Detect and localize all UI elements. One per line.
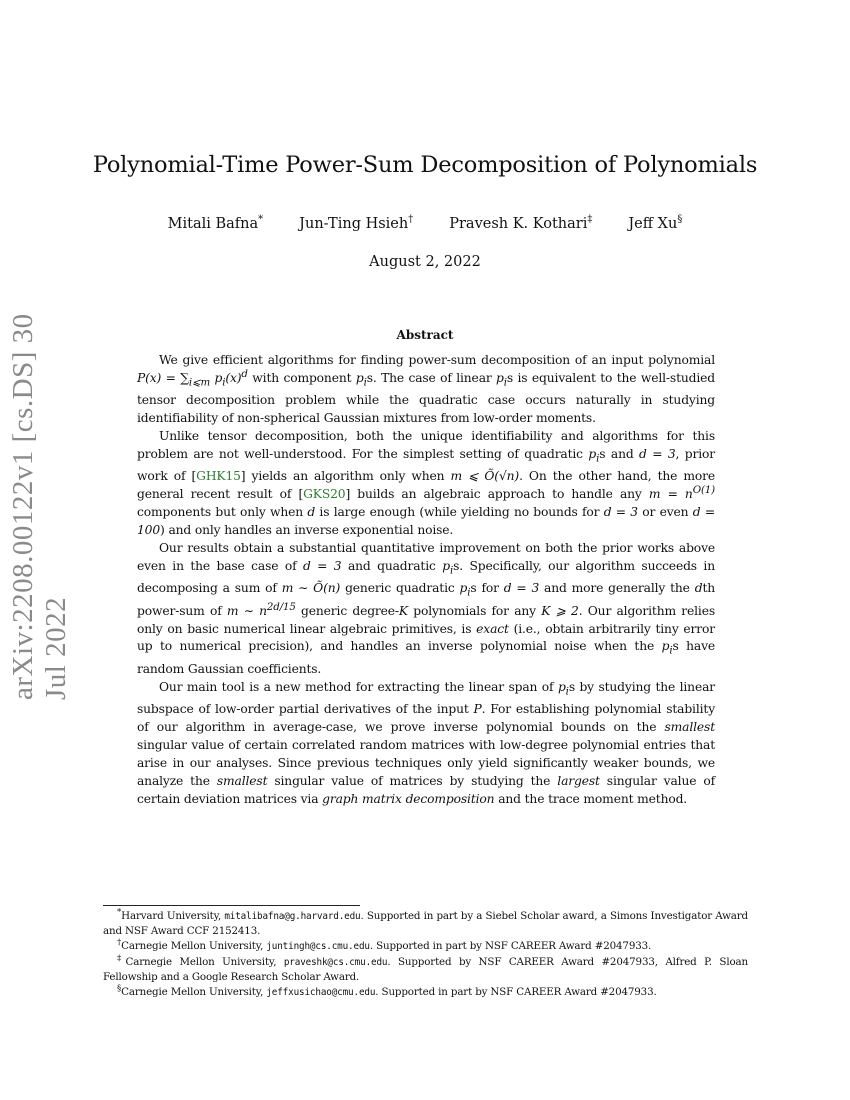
author: Jun-Ting Hsieh† (299, 214, 414, 232)
abstract-paragraph: Our results obtain a substantial quantitative improvement on both the prior works above even in the base case of d = 3 and quadratic $p_is$. Specifically, our algorithm succeeds in decomposing a sum of m ∼ Õ(n) generic quadratic $p_is$ for d = 3 and more generally the dth power-sum of m ∼ $n^{2d/15}$ generic degree-K polynomials for any K ⩾ 2. Our algorithm relies only on basic numerical linear algebraic primitives, is exact (i.e., obtain arbitrarily tiny error up to numerical precision), and handles an inverse polynomial noise when the $p_is$ have random Gaussian coefficients. (137, 540, 715, 676)
author: Jeff Xu§ (628, 214, 683, 232)
abstract-paragraph: We give efficient algorithms for finding power-sum decomposition of an input polynomial $P(x) = \sum_{i⩽m}$ $p_i(x)^d$ with component $p_is$. The case of linear $p_is$ is equivalent to the well-studied tensor decomposition problem while the quadratic case occurs naturally in studying identifiability of non-spherical Gaussian mixtures from low-order moments. (137, 353, 715, 426)
email-address[interactable]: juntingh@cs.cmu.edu (266, 941, 370, 953)
footnote: §Carnegie Mellon University, jeffxusichao@cmu.edu. Supported in part by NSF CAREER Award #2047933. (117, 983, 657, 999)
footnote: ‡Carnegie Mellon University, praveshk@cs.cmu.edu. Supported by NSF CAREER Award #2047933, Alfred P. Sloan Fellowship and a Google Research Scholar Award. (103, 953, 748, 983)
abstract-paragraph: Our main tool is a new method for extracting the linear span of $p_is$ by studying the linear subspace of low-order partial derivatives of the input P. For establishing polynomial stability of our algorithm in average-case, we prove inverse polynomial bounds on the smallest singular value of certain correlated random matrices with low-degree polynomial entries that arise in our analyses. Since previous techniques only yield significantly weaker bounds, we analyze the smallest singular value of matrices by studying the largest singular value of certain deviation matrices via graph matrix decomposition and the trace moment method. (137, 679, 715, 806)
email-address[interactable]: mitalibafna@g.harvard.edu (224, 911, 361, 922)
author: Pravesh K. Kothari‡ (449, 214, 593, 232)
citation-link[interactable]: GKS20 (303, 487, 346, 502)
footnote: *Harvard University, mitalibafna@g.harvard.edu. Supported in part by a Siebel Scholar award, a Simons Investigator Award and NSF Award CCF 2152413. (103, 907, 748, 938)
abstract-paragraph: Unlike tensor decomposition, both the unique identifiability and algorithms for this problem are not well-understood. For the simplest setting of quadratic $p_is$ and d = 3, prior work of [GHK15] yields an algorithm only when m ⩽ Õ(√n). On the other hand, the more general recent result of [GKS20] builds an algebraic approach to handle any $m = n^{O(1)}$ components but only when d is large enough (while yielding no bounds for d = 3 or even d = 100) and only handles an inverse exponential noise. (137, 429, 716, 538)
email-address[interactable]: praveshk@cs.cmu.edu (283, 956, 388, 968)
author-list (0, 216, 850, 232)
footnote: †Carnegie Mellon University, juntingh@cs.cmu.edu. Supported in part by NSF CAREER Award #2047933. (117, 937, 652, 953)
paper-title: Polynomial-Time Power-Sum Decomposition of Polynomials (92, 152, 758, 178)
email-address[interactable]: jeffxusichao@cmu.edu (266, 987, 376, 999)
abstract-heading: Abstract (396, 328, 454, 342)
citation-link[interactable]: GHK15 (196, 469, 241, 484)
abstract-body (137, 352, 715, 808)
footnotes (103, 909, 748, 1000)
publication-date: August 2, 2022 (369, 254, 481, 270)
footnote-rule (103, 905, 360, 906)
arxiv-identifier-stamp: arXiv:2208.00122v1 [cs.DS] 30 Jul 2022 (7, 313, 72, 700)
author: Mitali Bafna* (167, 214, 264, 232)
